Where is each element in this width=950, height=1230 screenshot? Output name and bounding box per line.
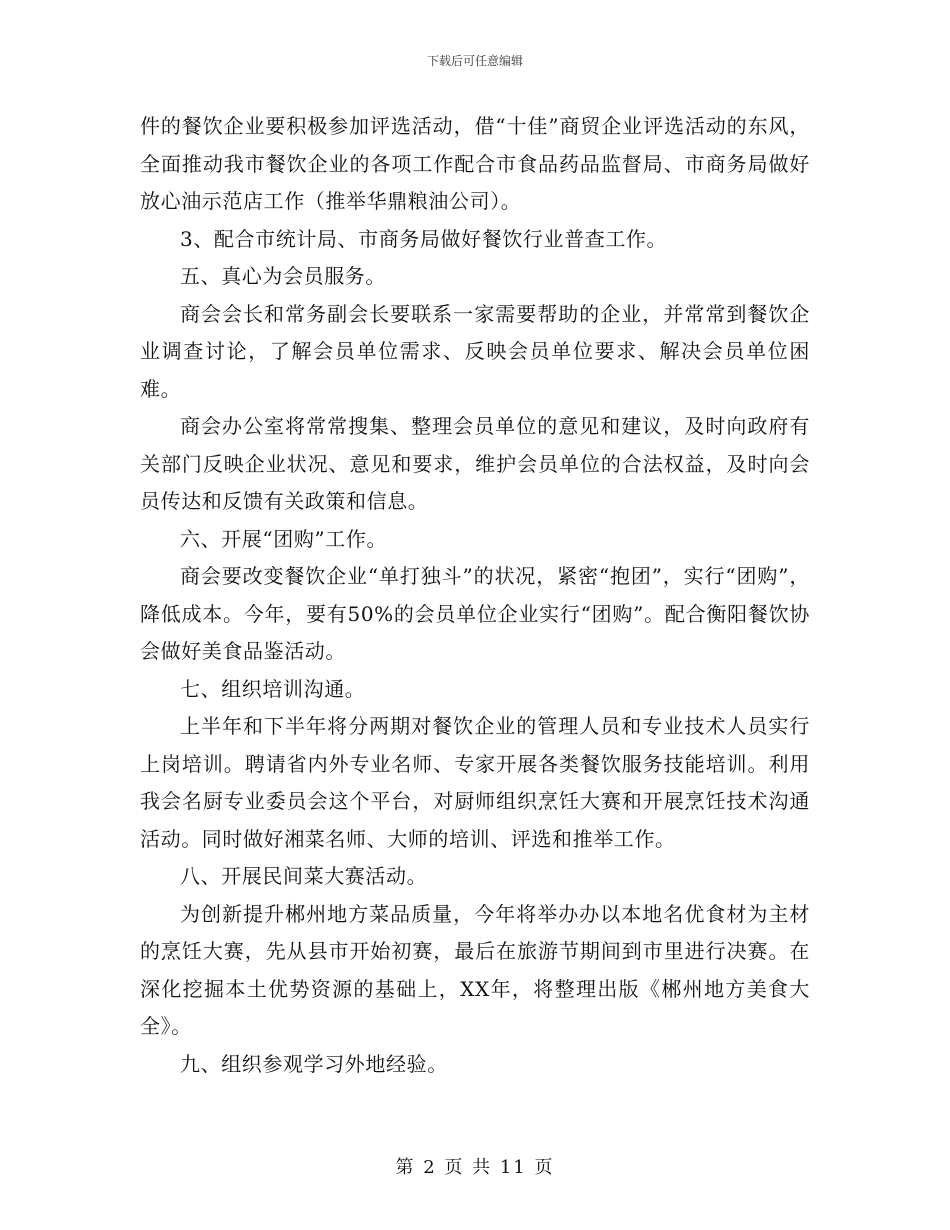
section-heading-9: 九、组织参观学习外地经验。 — [180, 1051, 448, 1076]
section-heading-5: 五、真心为会员服务。 — [180, 264, 386, 288]
document-body — [140, 108, 810, 1083]
page-header: 下载后可任意编辑 — [426, 54, 523, 68]
paragraph: 商会办公室将常常搜集、整理会员单位的意见和建议，及时向政府有关部门反映企业状况、意见和要求，维护会员单位的合法权益，及时向会员传达和反馈有关政策和信息。 — [140, 414, 810, 513]
paragraph-item-3: 3、配合市统计局、市商务局做好餐饮行业普查工作。 — [180, 226, 668, 251]
paragraph: 商会要改变餐饮企业“单打独斗”的状况，紧密“抱团”，实行“团购”，降低成本。今年，要有50%的会员单位企业实行“团购”。配合衡阳餐饮协会做好美食品鉴活动。 — [140, 564, 810, 663]
paragraph: 上半年和下半年将分两期对餐饮企业的管理人员和专业技术人员实行上岗培训。聘请省内外专业名师、专家开展各类餐饮服务技能培训。利用我会名厨专业委员会这个平台，对厨师组织烹饪大赛和开展烹饪技术沟通活动。同时做好湘菜名师、大师的培训、评选和推举工作。 — [140, 714, 810, 851]
page-number-footer: 第 2 页 共 11 页 — [395, 1157, 555, 1178]
paragraph: 商会会长和常务副会长要联系一家需要帮助的企业，并常常到餐饮企业调查讨论，了解会员单位需求、反映会员单位要求、解决会员单位困难。 — [140, 301, 810, 401]
section-heading-6: 六、开展“团购”工作。 — [180, 526, 388, 551]
section-heading-8: 八、开展民间菜大赛活动。 — [180, 864, 428, 888]
section-heading-7: 七、组织培训沟通。 — [180, 676, 366, 701]
paragraph: 为创新提升郴州地方菜品质量，今年将举办办以本地名优食材为主材的烹饪大赛，先从县市开始初赛，最后在旅游节期间到市里进行决赛。在深化挖掘本土优势资源的基础上，XX年，将整理出版《郴州地方美食大全》。 — [140, 901, 810, 1038]
paragraph-continuation: 件的餐饮企业要积极参加评选活动，借“十佳”商贸企业评选活动的东风，全面推动我市餐饮企业的各项工作配合市食品药品监督局、市商务局做好放心油示范店工作（推举华鼎粮油公司）。 — [140, 114, 810, 213]
